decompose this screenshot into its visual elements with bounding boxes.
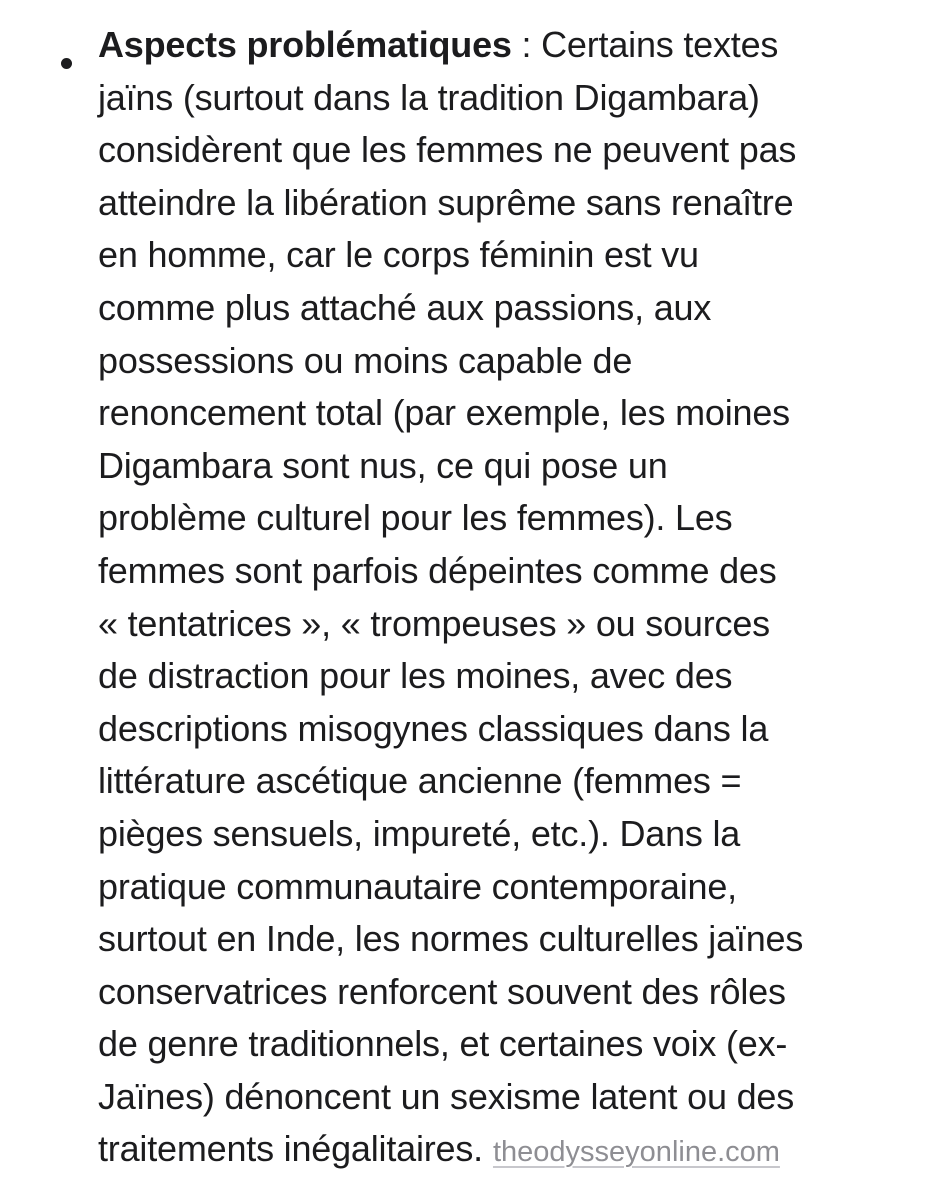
text-line: atteindre la libération suprême sans renaître	[98, 181, 794, 223]
text-line: pièges sensuels, impureté, etc.). Dans la	[98, 812, 741, 854]
bullet-text	[98, 19, 918, 1179]
text-line	[98, 19, 918, 72]
text-line: surtout en Inde, les normes culturelles jaïnes	[98, 918, 804, 960]
heading-suffix: : Certains textes	[511, 24, 779, 65]
text-line: considèrent que les femmes ne peuvent pas	[98, 129, 797, 171]
text-line	[98, 1123, 918, 1179]
text-line: descriptions misogynes classiques dans la	[98, 707, 769, 749]
text-line: en homme, car le corps féminin est vu	[98, 234, 699, 276]
text-line: jaïns (surtout dans la tradition Digambara)	[98, 76, 760, 118]
text-line: possessions ou moins capable de	[98, 339, 633, 381]
text-line: Digambara sont nus, ce qui pose un	[98, 444, 668, 486]
text-line: femmes sont parfois dépeintes comme des	[98, 549, 777, 591]
text-line: pratique communautaire contemporaine,	[98, 865, 737, 907]
text-line: conservatrices renforcent souvent des rôles	[98, 970, 786, 1012]
bullet-dot-icon	[61, 58, 72, 69]
text-line: « tentatrices », « trompeuses » ou sources	[98, 602, 770, 644]
text-line: de genre traditionnels, et certaines voix (ex-	[98, 1023, 788, 1065]
text-line: de distraction pour les moines, avec des	[98, 655, 733, 697]
text-line: renoncement total (par exemple, les moines	[98, 392, 790, 434]
source-link[interactable]: theodysseyonline.com	[492, 1136, 780, 1169]
text-line: comme plus attaché aux passions, aux	[98, 286, 712, 328]
text-line: littérature ascétique ancienne (femmes =	[98, 760, 742, 802]
last-line-text: traitements inégalitaires.	[98, 1128, 483, 1170]
bullet-heading: Aspects problématiques	[98, 24, 512, 65]
text-line: problème culturel pour les femmes). Les	[98, 497, 733, 539]
text-line: Jaïnes) dénoncent un sexisme latent ou des	[98, 1075, 795, 1117]
